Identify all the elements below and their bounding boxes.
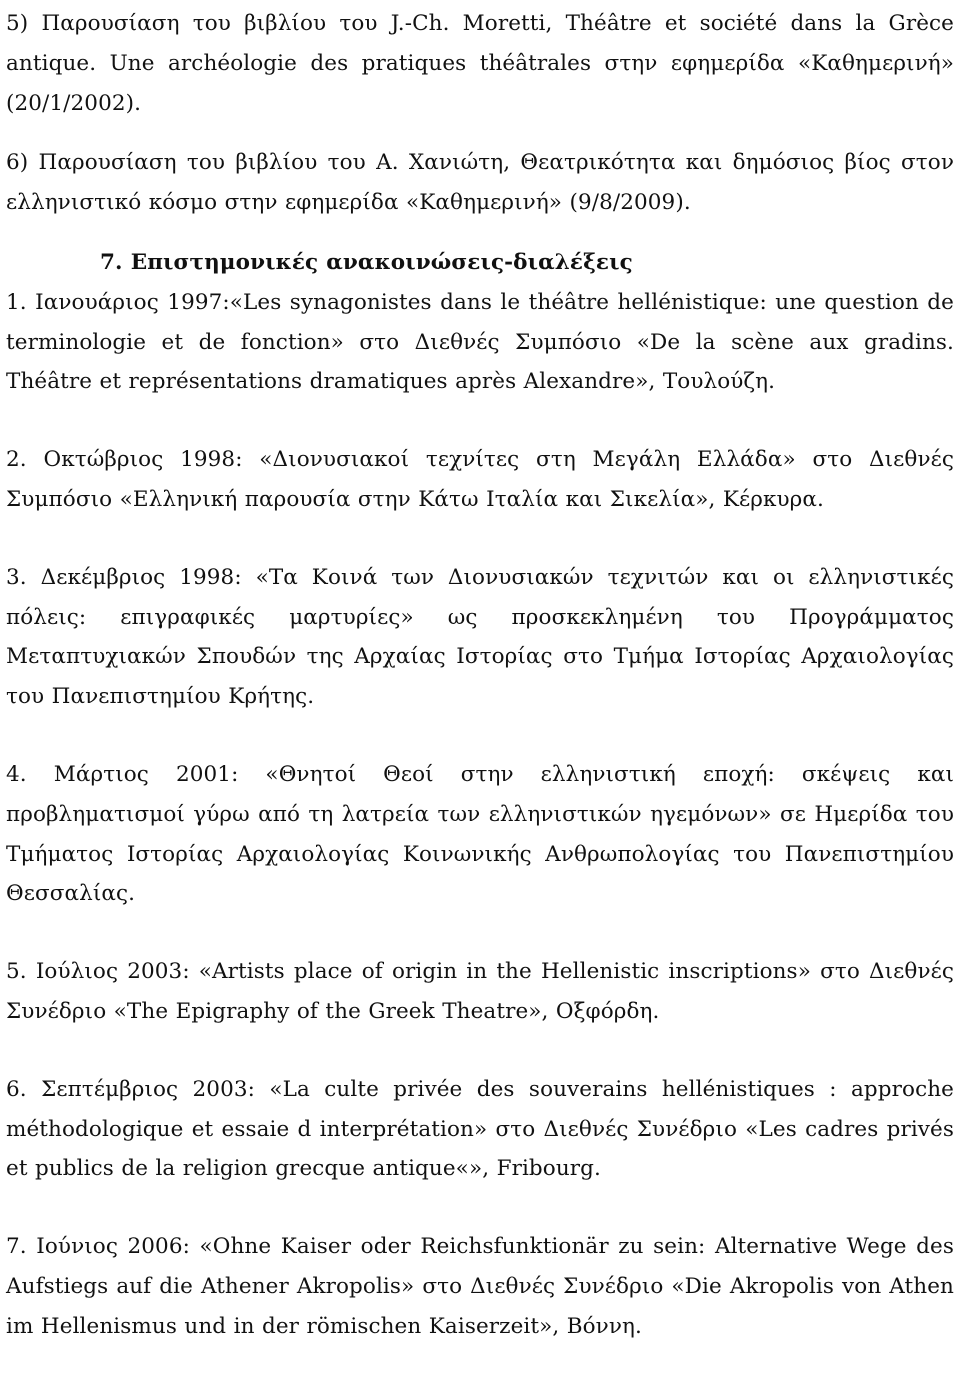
item-number: 2. [6,447,27,473]
lecture-item-6 [6,1070,954,1189]
item-text: Μάρτιος 2001: «Θνητοί Θεοί στην ελληνιστική εποχή: σκέψεις και προβληματισμοί γύρω από τη λατρεία των ελληνιστικών ηγεμόνων» σε Ημερίδα του Τμήματος Ιστορίας Αρχαιολογίας Κοινωνικής Ανθρωπολογίας του Πανεπιστημίου Θεσσαλίας. [6,761,954,907]
presentation-5: 5) Παρουσίαση του βιβλίου του J.-Ch. Moretti, Théâtre et société dans la Grèce antique. Une archéologie des pratiques théâtrales στην εφημερίδα «Καθημερινή» (20/1/2002). [6,11,954,116]
item-number: 7. [6,1234,27,1260]
item-number: 6. [6,1076,27,1102]
item-number: 1. [6,289,27,315]
lecture-item-5 [6,952,954,1032]
item-text: Δεκέμβριος 1998: «Τα Κοινά των Διονυσιακών τεχνιτών και οι ελληνιστικές πόλεις: επιγραφικές μαρτυρίες» ως προσκεκλημένη του Προγράμματος Μεταπτυχιακών Σπουδών της Αρχαίας Ιστορίας στο Τμήμα Ιστορίας Αρχαιολογίας του Πανεπιστημίου Κρήτης. [6,564,954,710]
item-text: Οκτώβριος 1998: «Διονυσιακοί τεχνίτες στη Μεγάλη Ελλάδα» στο Διεθνές Συμπόσιο «Ελληνική παρουσία στην Κάτω Ιταλία και Σικελία», Κέρκυρα. [6,447,954,512]
lecture-item-1 [6,283,954,402]
item-text: Ιανουάριος 1997:«Les synagonistes dans le théâtre hellénistique: une question de terminologie et de fonction» στο Διεθνές Συμπόσιο «De la scène aux gradins. Théâtre et représentations dramatiques après Alexandre», Τουλούζη. [6,289,954,395]
lecture-item-3 [6,558,954,717]
item-number: 4. [6,761,27,787]
presentation-6: 6) Παρουσίαση του βιβλίου του Α. Χανιώτη, Θεατρικότητα και δημόσιος βίος στον ελληνιστικό κόσμο στην εφημερίδα «Καθημερινή» (9/8/2009). [6,150,954,216]
item-number: 5. [6,959,27,985]
lecture-item-7 [6,1227,954,1346]
item-text: Ιούνιος 2006: «Ohne Kaiser oder Reichsfunktionär zu sein: Alternative Wege des Aufstiegs auf die Athener Akropolis» στο Διεθνές Συνέδριο «Die Akropolis von Athen im Hellenismus und in der römischen Kaiserzeit», Βόννη. [6,1234,954,1339]
lecture-item-2 [6,440,954,520]
item-text: Ιούλιος 2003: «Artists place of origin in the Hellenistic inscriptions» στο Διεθνές Συνέδριο «The Epigraphy of the Greek Theatre», Οξφόρδη. [6,959,954,1024]
section-heading: 7. Επιστημονικές ανακοινώσεις-διαλέξεις [100,249,633,275]
item-number: 3. [6,564,27,590]
item-text: Σεπτέμβριος 2003: «La culte privée des souverains hellénistiques : approche méthodologique et essaie d interprétation» στο Διεθνές Συνέδριο «Les cadres privés et publics de la religion grecque antique«», Fribourg. [6,1076,954,1182]
lecture-item-4 [6,755,954,914]
